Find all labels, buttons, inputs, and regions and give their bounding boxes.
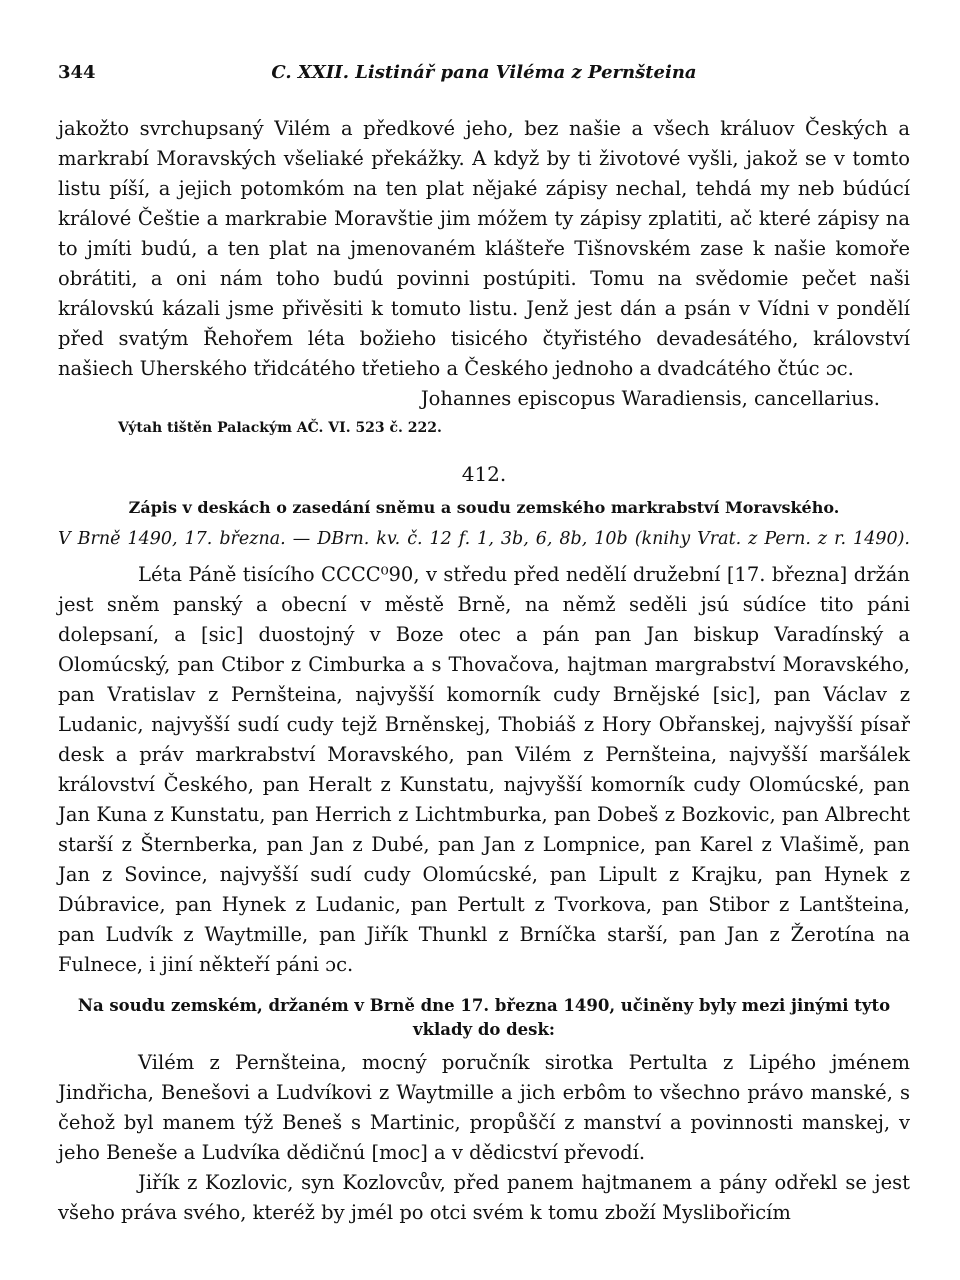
document-page — [58, 62, 910, 1228]
entry-paragraph-1: Vilém z Pernšteina, mocný poručník sirotka Pertulta z Lipého jménem Jindřicha, Benešovi a Ludvíkovi z Waytmille a jich erbôm to všechno právo manské, s čehož byl manem týž Beneš s Martinic, propůščí z manství a povinnosti manskej, v jeho Beneše a Ludvíka dědičnú [moc] a v dědicství převodí. — [58, 1051, 910, 1164]
record-paragraph: Léta Páně tisícího CCCC⁰90, v středu před nedělí družební [17. března] držán jest sněm panský a obecní v městě Brně, na němž seděli jsú súdíce tito páni dolepsaní, a [sic] duostojný v Boze otec a pán pan Jan biskup Varadínský a Olomúcský, pan Ctibor z Cimburka a s Thovačova, hajtman margrabství Moravského, pan Vratislav z Pernšteina, najvyšší komorník cudy Brnějské [sic], pan Václav z Ludanic, najvyšší sudí cudy tejž Brněnskej, Thobiáš z Hory Obřanskej, najvyšší písař desk a práv markrabství Moravského, pan Vilém z Pernšteina, najvyšší maršálek království Českého, pan Heralt z Kunstatu, najvyšší komorník cudy Olomúcské, pan Jan Kuna z Kunstatu, pan Herrich z Lichtmburka, pan Dobeš z Bozkovic, pan Albrecht starší z Šternberka, pan Jan z Dubé, pan Jan z Lompnice, pan Karel z Vlašimě, pan Jan z Sovince, najvyšší sudí cudy Olomúcské, pan Lipult z Krajku, pan Hynek z Dúbravice, pan Hynek z Ludanic, pan Pertult z Tvorkova, pan Stibor z Lantšteina, pan Ludvík z Waytmille, pan Jiřík Thunkl z Brníčka starší, pan Jan z Žerotína na Fulnece, i jiní někteří páni ɔc. — [58, 563, 910, 976]
entry-paragraph-2: Jiřík z Kozlovic, syn Kozlovcův, před panem hajtmanem a pány odřekl se jest všeho práva svého, kteréž by jmél po otci svém k tomu zboží Myslibořicím — [58, 1171, 910, 1224]
page-number: 344 — [58, 62, 96, 83]
source-note: Výtah tištěn Palackým AČ. VI. 523 č. 222. — [118, 420, 442, 436]
document-date-line: V Brně 1490, 17. března. — DBrn. kv. č. 12 f. 1, 3b, 6, 8b, 10b (knihy Vrat. z Pern. z r. 1490). — [58, 529, 910, 549]
section-heading: Na soudu zemském, držaném v Brně dne 17. března 1490, učiněny byly mezi jinými tyto vklady do desk: — [77, 996, 891, 1039]
continuation-paragraph: jakožto svrchupsaný Vilém a předkové jeho, bez našie a všech králuov Českých a markrabí Moravských všeliaké překážky. A když by ti životové vyšli, jakož se v tomto listu píší, a jejich potomkóm na ten plat nějaké zápisy nechal, tehdá my neb búdúcí králové Češtie a markrabie Moravštie jim móžem ty zápisy zplatiti, ač které zápisy na to jmíti budú, a ten plat na jmenovaném klášteře Tišnovském zase k našie komoře obrátiti, a oni nám toho budú povinni postúpiti. Tomu na svědomie pečet naši královskú kázali jsme přivěsiti k tomuto listu. Jenž jest dán a psán v Vídni v pondělí před svatým Řehořem léta božieho tisicého čtyřistého devadesátého, království našiech Uherského třidcátého třetieho a Českého jednoho a dvadcátého čtúc ɔc. — [58, 117, 910, 380]
document-heading: Zápis v deskách o zasedání sněmu a soudu zemského markrabství Moravského. — [128, 498, 840, 517]
document-number: 412. — [461, 462, 507, 486]
running-title: C. XXII. Listinář pana Viléma z Pernšteina — [271, 62, 697, 83]
running-head — [58, 62, 910, 94]
signature: Johannes episcopus Waradiensis, cancellarius. — [420, 387, 880, 410]
